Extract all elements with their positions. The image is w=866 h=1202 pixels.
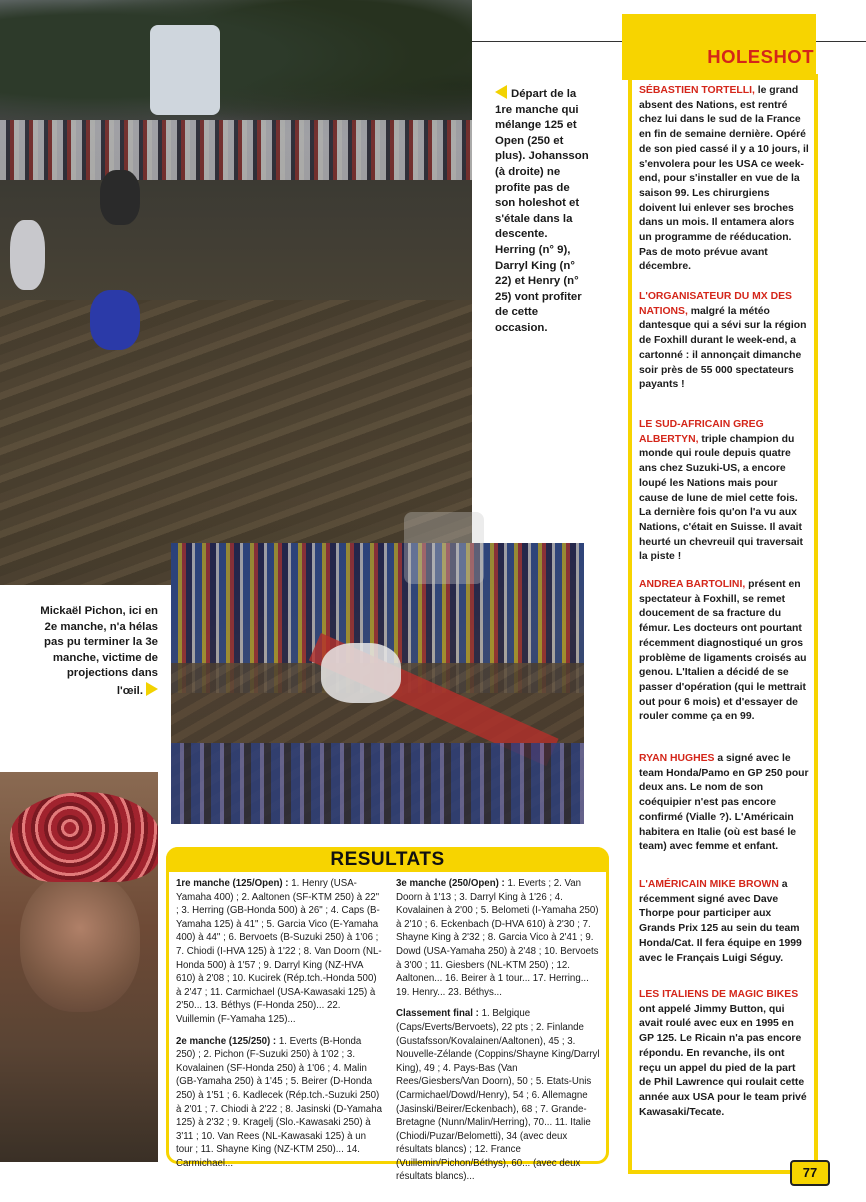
rider-figure (10, 220, 45, 290)
result-heading: 2e manche (125/250) : (176, 1035, 277, 1047)
result-heading: 3e manche (250/Open) : (396, 878, 505, 889)
result-paragraph (176, 1035, 382, 1171)
holeshot-item-lead: SÉBASTIEN TORTELLI, (639, 85, 755, 96)
resultats-left-column (176, 877, 382, 1178)
holeshot-item (639, 418, 809, 565)
holeshot-item-text: a récemment signé avec Dave Thorpe pour participer aux Grands Prix 125 au sein du team Honda/Cat. Il fera équipe en 1999 avec le Français Luigi Séguy. (639, 879, 802, 964)
result-text: 1. Everts ; 2. Van Doorn à 1'13 ; 3. Darryl King à 1'26 ; 4. Kovalainen à 2'00 ; 5. Belometi (I-Yamaha 250) à 2'10 ; 6. Eckenbach (D-HVA 610) à 2'30 ; 7. Shayne King à 2'32 ; 8. Garcia Vico à 2'41 ; 9. Dowd (USA-Yamaha 250) à 2'48 ; 10. Bervoets à 3'00 ; 11. Giesbers (NL-KTM 250) ; 12. Aaltonen... 16. Beirer à 1 tour... 17. Herring... 19. Henry... 23. Béthys... (396, 878, 599, 998)
holeshot-item-lead: RYAN HUGHES (639, 753, 715, 764)
spectators-bottom (171, 743, 584, 824)
result-text: 1. Everts (B-Honda 250) ; 2. Pichon (F-Suzuki 250) à 1'02 ; 3. Kovalainen (SF-Honda 250) à 1'06 ; 4. Malin (GB-Yamaha 250) à 1'45 ; 5. Beirer (D-Honda 250) à 1'51 ; 6. Kadlecek (Rép.tch.-Suzuki 250) à 2'01 ; 7. Chiodi à 2'22 ; 8. Jasinski (D-Yamaha 125) à 2'32 ; 9. Kragelj (Slo.-Kawasaki 250) à 3'11 ; 10. Van Rees (NL-Kawasaki 125) à un tour ; 11. Shayne King (NZ-KTM 250)... 14. Carmichael... (176, 1035, 382, 1169)
resultats-title: RESULTATS (330, 849, 445, 870)
holeshot-item-text: présent en spectateur à Foxhill, se remet doucement de sa fracture du fémur. Les docteurs ont pourtant récemment diagnostiqué un gros problème de ligaments croisés au genou. L'Italien a décidé de se passer d'opération (qui le mettrait out pour 6 mois) et d'essayer de rouler comme ça en 99. (639, 579, 807, 723)
holeshot-item-text: a signé avec le team Honda/Pamo en GP 250 pour deux ans. Le nom de son coéquipier n'est pas encore confirmé (Vialle ?). L'Américain habitera en Italie (où est basé le team) avec femme et enfant. (639, 753, 809, 853)
result-paragraph (396, 877, 602, 999)
trees-background (0, 0, 472, 140)
page-number: 77 (790, 1160, 830, 1186)
caption-pichon (40, 604, 158, 700)
rider-figure (100, 170, 140, 225)
holeshot-item (639, 878, 809, 966)
watermark (404, 512, 484, 584)
holeshot-item-lead: L'ORGANISATEUR DU MX DES NATIONS, (639, 291, 792, 317)
muddy-rider-portrait (0, 772, 158, 1162)
pichon-race-photo (171, 543, 584, 824)
caption-pichon-text: Mickaël Pichon, ici en 2e manche, n'a hélas pas pu terminer la 3e manche, victime de projections dans l'œil. (40, 605, 158, 697)
result-heading: 1re manche (125/Open) : (176, 878, 289, 889)
holeshot-title: HOLESHOT (707, 46, 814, 67)
holeshot-item (639, 988, 809, 1120)
starting-tower (150, 25, 220, 115)
motocross-start-photo (0, 0, 472, 585)
holeshot-item-lead: ANDREA BARTOLINI, (639, 579, 746, 590)
face (20, 872, 140, 1012)
rider-figure (321, 643, 401, 703)
result-text: 1. Henry (USA-Yamaha 400) ; 2. Aaltonen (SF-KTM 250) à 22" ; 3. Herring (GB-Honda 500) à 26" ; 4. Caps (B-Yamaha 125) à 41" ; 5. Garcia Vico (E-Yamaha 400) à 44" ; 6. Bervoets (B-Suzuki 250) à 1'06 ; 7. Chiodi (I-HVA 125) à 1'22 ; 8. Van Doorn (NL-Honda 500) à 1'57 ; 9. Darryl King (NZ-HVA 610) à 2'08 ; 10. Kucirek (Rép.tch.-Honda 500) à 2'47 ; 11. Carmichael (USA-Kawasaki 125) à 2'50... 13. Béthys (F-Honda 250)... 22. Vuillemin (F-Yamaha 125)... (176, 878, 382, 1025)
holeshot-item (639, 84, 809, 275)
holeshot-item-text: triple champion du monde qui roule depuis quatre ans chez Suzuki-US, a encore loupé les Nations mais pour cause de lune de miel cette fois. La dernière fois qu'on l'a vu aux Nations, c'était en Suisse. Il avait heurté un chevreuil qui traversait la piste ! (639, 433, 803, 563)
arrow-right-icon (146, 682, 158, 696)
holeshot-item (639, 752, 809, 855)
holeshot-item-lead: LES ITALIENS DE MAGIC BIKES (639, 989, 799, 1000)
holeshot-item (639, 578, 809, 725)
resultats-right-column (396, 877, 602, 1192)
rider-figure (90, 290, 140, 350)
holeshot-item-lead: L'AMÉRICAIN MIKE BROWN (639, 879, 779, 890)
arrow-left-icon (495, 85, 507, 99)
bandana (10, 792, 158, 882)
caption-depart (495, 85, 590, 337)
holeshot-item-text: ont appelé Jimmy Button, qui avait roulé avec eux en 1995 en GP 125. Le Ricain n'a pas encore répondu. En revanche, ils ont reçu un appel du pied de la part de Phil Lawrence qui roulait cette année aux USA pour le team privé Kawasaki/Tecate. (639, 1003, 807, 1118)
crowd-strip (0, 120, 472, 180)
holeshot-item-lead: LE SUD-AFRICAIN GREG ALBERTYN, (639, 419, 764, 445)
caption-depart-text: Départ de la 1re manche qui mélange 125 et Open (250 et plus). Johansson (à droite) ne profite pas de son holeshot et s'étale dans la descente. Herring (n° 9), Darryl King (n° 22) et Henry (n° 25) vont profiter de cette occasion. (495, 88, 589, 334)
holeshot-item-text: malgré la météo dantesque qui a sévi sur la région de Foxhill durant le week-end, a cartonné : il annonçait dimanche soir près de 55 000 spectateurs payants ! (639, 305, 807, 391)
result-paragraph (176, 877, 382, 1027)
result-heading: Classement final : (396, 1008, 479, 1020)
result-paragraph (396, 1007, 602, 1184)
holeshot-item (639, 290, 809, 393)
result-text: 1. Belgique (Caps/Everts/Bervoets), 22 pts ; 2. Finlande (Gustafsson/Kovalainen/Aaltonen), 45 ; 3. Nouvelle-Zélande (Coppins/Shayne King/Darryl King), 49 ; 4. Pays-Bas (Van Rees/Giesbers/Van Doorn), 50 ; 5. Etats-Unis (Carmichael/Dowd/Henry), 54 ; 6. Allemagne (Jasinski/Beirer/Eckenbach), 68 ; 7. Grande-Bretagne (Nunn/Malin/Herring), 70... 11. Italie (Chiodi/Puzar/Belometti), 34 (avec deux résultats blancs) ; 12. France (Vuillemin/Pichon/Béthys), 60... (avec deux résultats blancs)... (396, 1008, 600, 1183)
holeshot-item-text: le grand absent des Nations, est rentré chez lui dans le sud de la France en fin de semaine dernière. Opéré de son pied cassé il y a 10 jours, il s'envolera pour les USA ce week-end, pour s'installer en vue de la saison 99. Les chirurgiens doivent lui enlever ses broches dans un mois. Il entamera alors un programme de rééducation. Pas de moto prévue avant décembre. (639, 85, 809, 273)
